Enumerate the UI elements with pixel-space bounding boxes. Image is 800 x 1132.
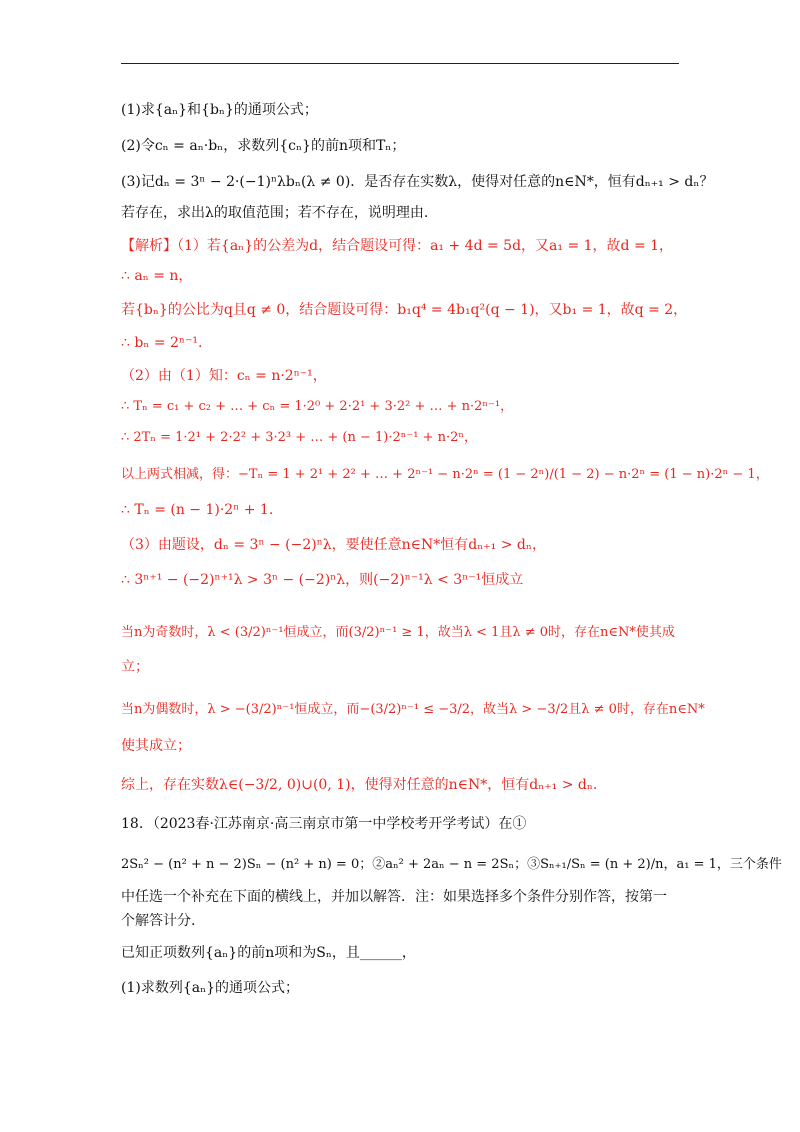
line-16: 当n为奇数时，λ < (3/2)ⁿ⁻¹恒成立，而(3/2)ⁿ⁻¹ ≥ 1，故当λ < 1且λ ≠ 0时，存在n∈N*使其成 [121,625,675,640]
line-7: 若{bₙ}的公比为q且q ≠ 0，结合题设可得：b₁q⁴ = 4b₁q²(q − 1)，又b₁ = 1，故q = 2， [121,302,688,318]
line-5: 【解析】（1）若{aₙ}的公差为d，结合题设可得：a₁ + 4d = 5d，又a₁ = 1，故d = 1， [121,238,674,254]
line-12: 以上两式相减，得：−Tₙ = 1 + 2¹ + 2² + … + 2ⁿ⁻¹ − n·2ⁿ = (1 − 2ⁿ)/(1 − 2) − n·2ⁿ = (1 − n)·2ⁿ − 1， [121,467,769,482]
line-1: (1)求{aₙ}和{bₙ}的通项公式； [121,102,318,118]
line-17: 立； [121,659,149,675]
line-19: 使其成立； [121,738,191,754]
line-10: ∴ Tₙ = c₁ + c₂ + … + cₙ = 1·2⁰ + 2·2¹ + 3·2² + … + n·2ⁿ⁻¹， [121,399,514,414]
line-13: ∴ Tₙ = (n − 1)·2ⁿ + 1. [121,502,274,518]
line-4: 若存在，求出λ的取值范围；若不存在，说明理由. [121,205,429,221]
header-rule [121,63,679,64]
line-24: 个解答计分. [121,913,196,929]
line-23: 中任选一个补充在下面的横线上，并加以解答．注：如果选择多个条件分别作答，按第一 [121,889,667,905]
line-2: (2)令cₙ = aₙ·bₙ，求数列{cₙ}的前n项和Tₙ； [121,138,406,154]
line-21: 18．（2023春·江苏南京·高三南京市第一中学校考开学考试）在① [121,816,527,832]
line-6: ∴ aₙ = n， [121,268,193,284]
line-15: ∴ 3ⁿ⁺¹ − (−2)ⁿ⁺¹λ > 3ⁿ − (−2)ⁿλ，则(−2)ⁿ⁻¹λ < 3ⁿ⁻¹恒成立 [121,572,524,588]
line-25: 已知正项数列{aₙ}的前n项和为Sₙ，且______， [121,945,416,961]
line-18: 当n为偶数时，λ > −(3/2)ⁿ⁻¹恒成立，而−(3/2)ⁿ⁻¹ ≤ −3/2，故当λ > −3/2且λ ≠ 0时，存在n∈N* [121,702,705,717]
line-9: （2）由（1）知：cₙ = n·2ⁿ⁻¹， [121,368,327,384]
line-26: (1)求数列{aₙ}的通项公式； [121,980,300,996]
line-14: （3）由题设，dₙ = 3ⁿ − (−2)ⁿλ，要使任意n∈N*恒有dₙ₊₁ > dₙ， [121,537,546,553]
line-22: 2Sₙ² − (n² + n − 2)Sₙ − (n² + n) = 0；②aₙ² + 2aₙ − n = 2Sₙ；③Sₙ₊₁/Sₙ = (n + 2)/n，a₁ = 1，三个条件 [121,857,782,872]
line-20: 综上，存在实数λ∈(−3/2, 0)∪(0, 1)，使得对任意的n∈N*，恒有dₙ₊₁ > dₙ. [121,777,598,793]
line-3: (3)记dₙ = 3ⁿ − 2·(−1)ⁿλbₙ(λ ≠ 0)．是否存在实数λ，使得对任意的n∈N*，恒有dₙ₊₁ > dₙ？ [121,174,714,190]
line-11: ∴ 2Tₙ = 1·2¹ + 2·2² + 3·2³ + … + (n − 1)·2ⁿ⁻¹ + n·2ⁿ， [121,430,478,445]
line-8: ∴ bₙ = 2ⁿ⁻¹. [121,335,203,351]
